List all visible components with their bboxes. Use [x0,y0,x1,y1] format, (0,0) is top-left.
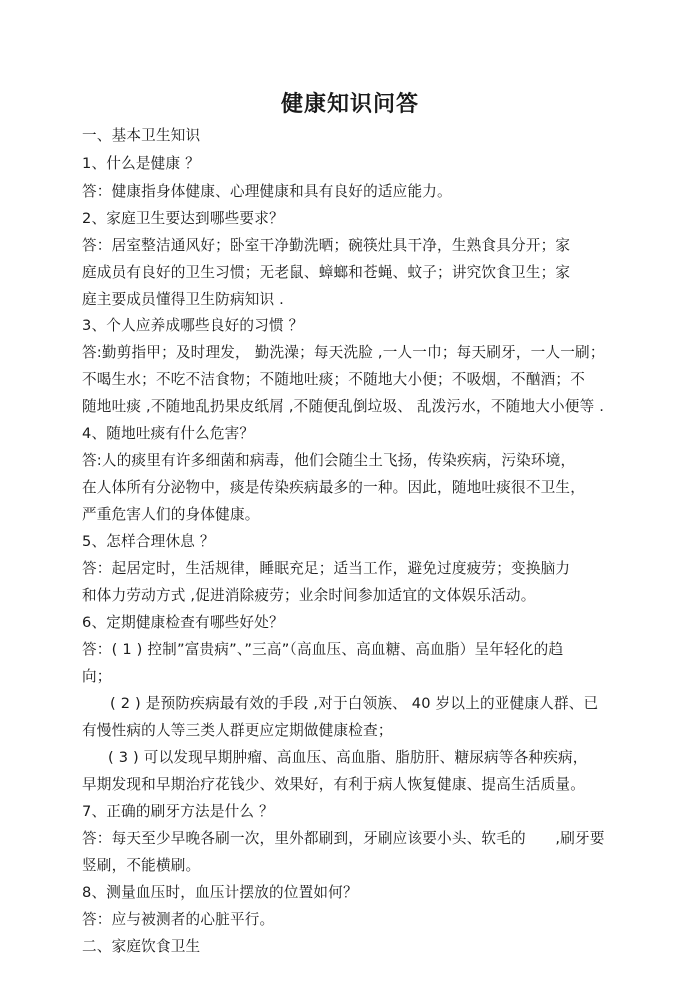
answer-line: 答：每天至少早晚各刷一次，里外都刷到，牙刷应该要小头、软毛的 ,刷牙要 [82,830,605,847]
answer-line: 庭成员有良好的卫生习惯；无老鼠、蟑螂和苍蝇、蚊子；讲究饮食卫生；家 [82,264,571,281]
answer-line: 和体力劳动方式 ,促进消除疲劳；业余时间参加适宜的文体娱乐活动。 [82,587,536,604]
question-line: 6、定期健康检查有哪些好处？ [82,614,284,631]
answer-line: 答:人的痰里有许多细菌和病毒，他们会随尘土飞扬，传染疾病，污染环境， [82,452,576,469]
answer-line: 早期发现和早期治疗花钱少、效果好，有利于病人恢复健康、提高生活质量。 [82,776,585,793]
question-line: 4、随地吐痰有什么危害？ [82,425,255,442]
answer-line: 庭主要成员懂得卫生防病知识 . [82,291,284,308]
answer-line: 答：健康指身体健康、心理健康和具有良好的适应能力。 [82,183,452,200]
question-line: 2、家庭卫生要达到哪些要求？ [82,210,284,227]
answer-line: 严重危害人们的身体健康。 [82,506,260,523]
answer-line: 答：( 1 ) 控制”富贵病”、”三高”（高血压、高血糖、高血脂）呈年轻化的趋 [82,641,564,658]
answer-line: 答：应与被测者的心脏平行。 [82,911,275,928]
section-heading: 一、基本卫生知识 [82,127,201,144]
answer-line: 答：居室整洁通风好；卧室干净勤洗晒；碗筷灶具干净，生熟食具分开；家 [82,237,571,254]
document-title: 健康知识问答 [280,92,419,117]
question-line: 3、个人应养成哪些良好的习惯 ？ [82,317,304,334]
question-line: 1、什么是健康 ？ [82,155,200,172]
question-line: 5、怎样合理休息 ？ [82,533,215,550]
question-line: 8、测量血压时，血压计摆放的位置如何？ [82,884,358,901]
answer-line: ( 2 ) 是预防疾病最有效的手段 ,对于白领族、 40 岁以上的亚健康人群、已 [110,695,599,712]
answer-line: 随地吐痰 ,不随地乱扔果皮纸屑 ,不随便乱倒垃圾、 乱泼污水，不随地大小便等 . [82,398,605,415]
answer-line: 不喝生水；不吃不洁食物；不随地吐痰；不随地大小便；不吸烟，不酗酒；不 [82,371,585,388]
section-heading: 二、家庭饮食卫生 [82,938,201,955]
answer-line: ( 3 ) 可以发现早期肿瘤、高血压、高血脂、脂肪肝、糖尿病等各种疾病， [108,749,588,766]
answer-line: 有慢性病的人等三类人群更应定期做健康检查； [82,722,393,739]
answer-line: 竖刷，不能横刷。 [82,857,201,874]
question-line: 7、正确的刷牙方法是什么 ？ [82,803,274,820]
answer-line: 答：起居定时，生活规律，睡眠充足；适当工作，避免过度疲劳；变换脑力 [82,560,571,577]
answer-line: 向； [82,668,112,685]
answer-line: 答:勤剪指甲；及时理发， 勤洗澡；每天洗脸 ,一人一巾；每天刷牙，一人一刷； [82,344,605,361]
answer-line: 在人体所有分泌物中，痰是传染疾病最多的一种。因此，随地吐痰很不卫生， [82,479,585,496]
